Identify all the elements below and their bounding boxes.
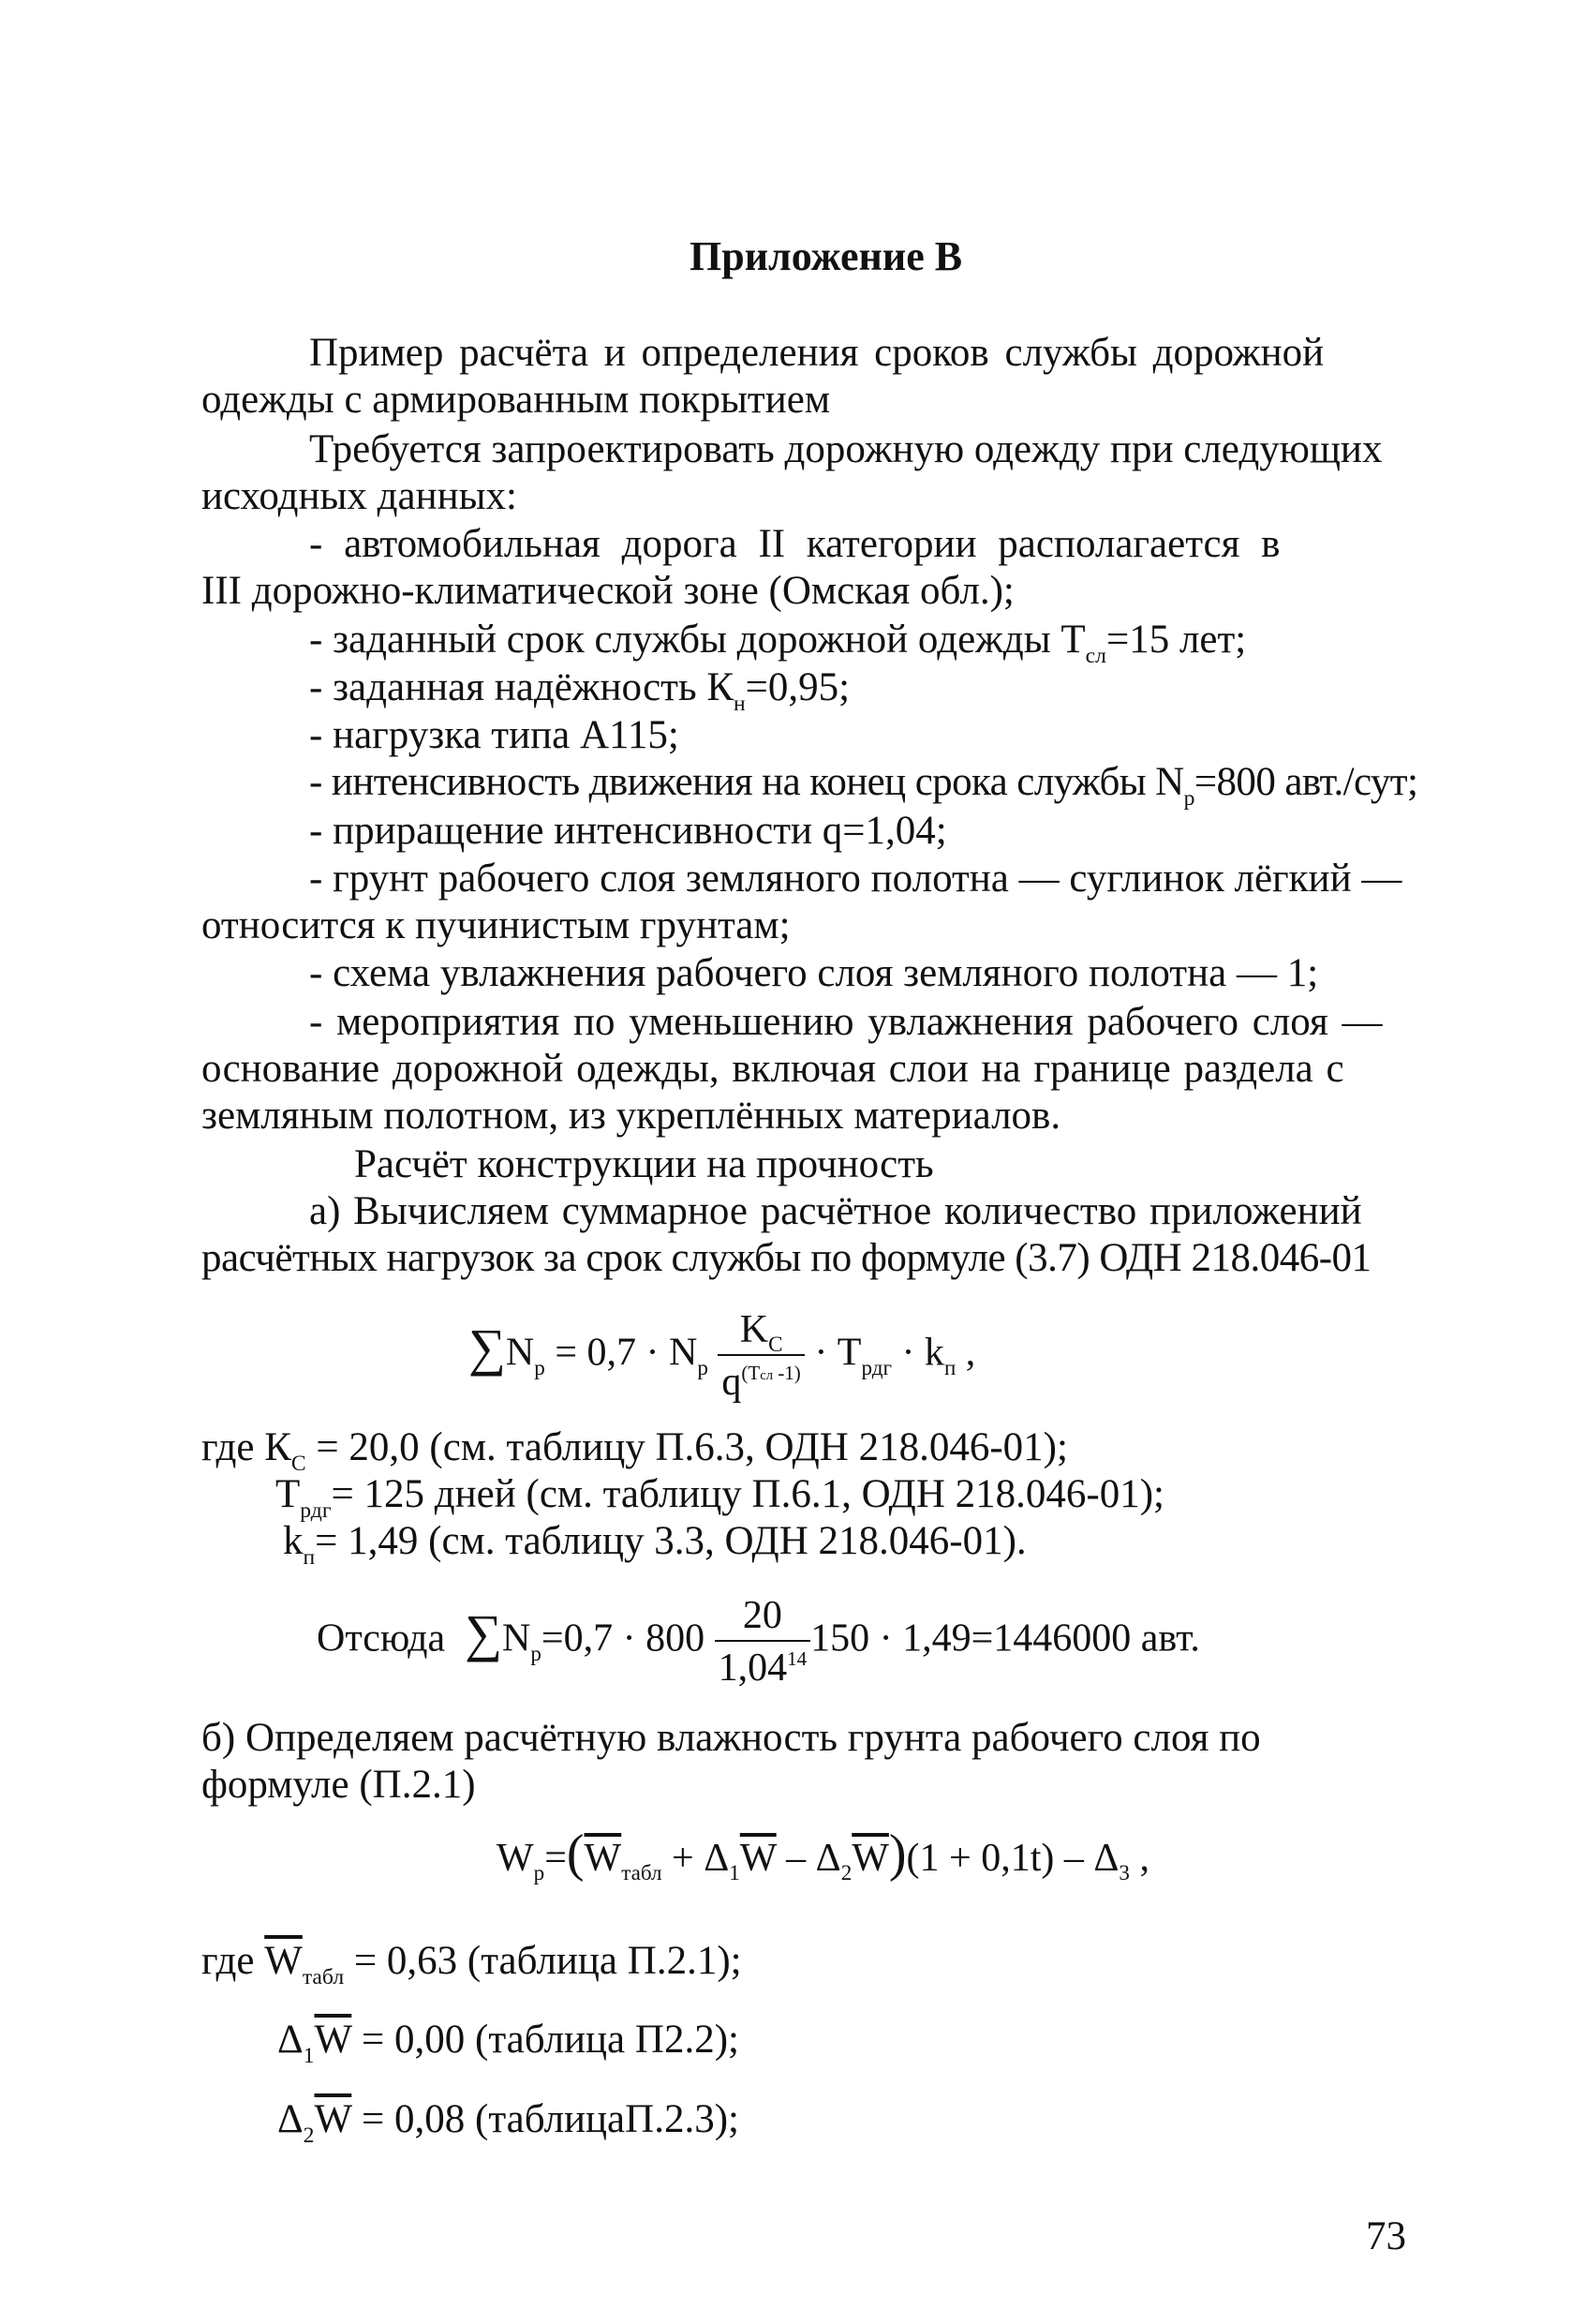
traffic-value: =800 авт./сут;	[1194, 760, 1418, 804]
condition-road-line-1: - автомобильная дорога II категории располагается в	[309, 522, 1281, 566]
w-table-subscript: табл	[302, 1964, 345, 1989]
condition-traffic-growth: - приращение интенсивности q=1,04;	[309, 809, 947, 853]
sum-symbol: ∑	[468, 1318, 506, 1378]
step-a-line-1: а) Вычисляем суммарное расчётное количество приложений	[309, 1189, 1362, 1233]
numerator-k: K	[739, 1308, 769, 1351]
days-factor-subscript: рдг	[861, 1355, 892, 1380]
page-number: 73	[1366, 2214, 1406, 2258]
section-heading: Расчёт конструкции на прочность	[354, 1142, 934, 1186]
exponent-open: (Т	[741, 1362, 761, 1385]
result-denominator	[715, 1642, 811, 1691]
step-b-line-2: формуле (П.2.1)	[201, 1763, 476, 1807]
moisture-delta3: – Δ	[1054, 1837, 1120, 1880]
kc-value: = 20,0 (см. таблицу П.6.3, ОДН 218.046-01);	[305, 1425, 1068, 1469]
page-title: Приложение В	[690, 233, 963, 279]
exponent-close: -1)	[773, 1362, 801, 1385]
condition-soil-line-2: относится к пучинистым грунтам;	[201, 903, 791, 947]
fraction-numerator	[718, 1307, 804, 1356]
moisture-equals: =	[544, 1837, 567, 1880]
delta2-subscript: 2	[303, 2123, 315, 2148]
result-lhs-subscript: р	[530, 1641, 541, 1666]
delta1-value: = 0,00 (таблица П2.2);	[351, 2018, 739, 2062]
formula-coefficient-subscript: р	[697, 1355, 708, 1380]
denominator-q: q	[721, 1361, 742, 1404]
formula-days-factor: · T	[804, 1331, 862, 1375]
w-table-symbol: $\overline{W}$	[264, 1939, 303, 1983]
requirement-line-2: исходных данных:	[201, 474, 518, 518]
moisture-delta1: + Δ	[661, 1837, 730, 1880]
intro-line-2: одежды с армированным покрытием	[201, 378, 831, 422]
formula-result	[317, 1593, 1200, 1691]
service-life-value: =15 лет;	[1105, 618, 1247, 662]
condition-traffic	[309, 759, 1417, 812]
numerator-subscript: С	[768, 1332, 783, 1357]
step-b-line-1: б) Определяем расчётную влажность грунта рабочего слоя по	[201, 1716, 1261, 1760]
w-table-value: = 0,63 (таблица П.2.1);	[344, 1939, 742, 1983]
formula-coefficient: = 0,7 · N	[544, 1331, 698, 1375]
condition-load-type: - нагрузка типа А115;	[309, 713, 679, 757]
formula-k-factor: · k	[891, 1331, 944, 1375]
kp-label: k	[283, 1519, 304, 1563]
result-label: Отсюда	[317, 1616, 446, 1661]
exponent-subscript: сл	[760, 1368, 774, 1384]
condition-moisture-scheme: - схема увлажнения рабочего слоя земляного полотна — 1;	[309, 951, 1319, 995]
formula-fraction	[718, 1307, 804, 1405]
formula-moisture	[497, 1825, 1149, 1885]
result-denominator-exponent: 14	[787, 1647, 808, 1671]
step-a-line-2: расчётных нагрузок за срок службы по формуле (3.7) ОДН 218.046-01	[201, 1236, 1372, 1280]
requirement-line-1: Требуется запроектировать дорожную одежду при следующих	[309, 427, 1383, 471]
delta2-symbol: Δ	[277, 2097, 304, 2141]
condition-measures-line-1: - мероприятия по уменьшению увлажнения рабочего слоя —	[309, 1000, 1383, 1044]
kp-subscript: п	[303, 1544, 316, 1570]
moisture-w3: $\overline{W}$	[852, 1837, 889, 1880]
result-sum-symbol: ∑	[465, 1604, 503, 1663]
where-coefficient-kc	[201, 1424, 1068, 1477]
moisture-lhs: W	[497, 1837, 534, 1880]
service-life-subscript: сл	[1085, 643, 1106, 668]
moisture-table-w: $\overline{W}$	[584, 1837, 622, 1880]
kc-label: где К	[201, 1425, 291, 1469]
delta1-symbol: Δ	[277, 2018, 304, 2062]
delta2-w: $\overline{W}$	[314, 2097, 352, 2141]
moisture-open-paren: (	[566, 1825, 585, 1883]
trdg-subscript: рдг	[300, 1497, 332, 1523]
moisture-close-paren: )	[888, 1825, 907, 1883]
where-coefficient-kp	[283, 1518, 1027, 1571]
moisture-delta2-subscript: 2	[840, 1860, 853, 1885]
delta2-value: = 0,08 (таблицаП.2.3);	[351, 2097, 739, 2141]
formula-end: ,	[956, 1331, 976, 1375]
trdg-label: Т	[275, 1472, 301, 1516]
result-denominator-base: 1,04	[718, 1646, 788, 1690]
result-fraction	[715, 1593, 811, 1691]
formula-lhs: N	[505, 1331, 535, 1375]
fraction-denominator	[718, 1356, 804, 1405]
where-delta1	[277, 2017, 739, 2069]
denominator-exponent	[741, 1362, 800, 1384]
reliability-subscript: н	[734, 691, 746, 716]
where-days-trdg	[275, 1471, 1164, 1524]
moisture-delta1-subscript: 1	[729, 1860, 740, 1885]
kp-value: = 1,49 (см. таблицу 3.3, ОДН 218.046-01).	[315, 1519, 1027, 1563]
service-life-text: - заданный срок службы дорожной одежды Т	[309, 618, 1086, 662]
formula-total-load-applications	[468, 1307, 975, 1405]
result-lhs: N	[502, 1616, 531, 1661]
traffic-text: - интенсивность движения на конец срока службы N	[309, 760, 1184, 804]
moisture-w2: $\overline{W}$	[739, 1837, 777, 1880]
moisture-factor: (1 + 0,1t)	[906, 1837, 1055, 1880]
condition-measures-line-2: основание дорожной одежды, включая слои на границе раздела с	[201, 1047, 1344, 1091]
condition-reliability	[309, 664, 850, 717]
moisture-delta3-subscript: 3	[1119, 1860, 1130, 1885]
moisture-end: ,	[1129, 1837, 1149, 1880]
trdg-value: = 125 дней (см. таблицу П.6.1, ОДН 218.046-01);	[331, 1472, 1164, 1516]
condition-soil-line-1: - грунт рабочего слоя земляного полотна — суглинок лёгкий —	[309, 857, 1402, 901]
moisture-delta2: – Δ	[776, 1837, 841, 1880]
moisture-table-subscript: табл	[621, 1860, 662, 1885]
traffic-subscript: р	[1183, 785, 1194, 811]
kc-subscript: С	[290, 1451, 306, 1476]
condition-road-line-2: III дорожно-климатической зоне (Омская обл.);	[201, 569, 1015, 613]
reliability-text: - заданная надёжность К	[309, 665, 734, 709]
reliability-value: =0,95;	[745, 665, 851, 709]
where-delta2	[277, 2096, 739, 2149]
formula-lhs-subscript: р	[534, 1355, 545, 1380]
delta1-w: $\overline{W}$	[314, 2018, 352, 2062]
delta1-subscript: 1	[303, 2043, 315, 2068]
result-coefficients: =0,7 · 800	[541, 1616, 705, 1661]
moisture-lhs-subscript: р	[533, 1860, 545, 1885]
condition-service-life	[309, 617, 1246, 669]
k-factor-subscript: п	[943, 1355, 957, 1380]
w-table-label: где	[201, 1939, 265, 1983]
result-value: 150 · 1,49=1446000 авт.	[810, 1616, 1200, 1661]
intro-line-1: Пример расчёта и определения сроков службы дорожной	[309, 331, 1325, 375]
result-numerator: 20	[715, 1593, 811, 1642]
where-w-table	[201, 1938, 742, 1990]
condition-measures-line-3: земляным полотном, из укреплённых материалов.	[201, 1094, 1061, 1138]
